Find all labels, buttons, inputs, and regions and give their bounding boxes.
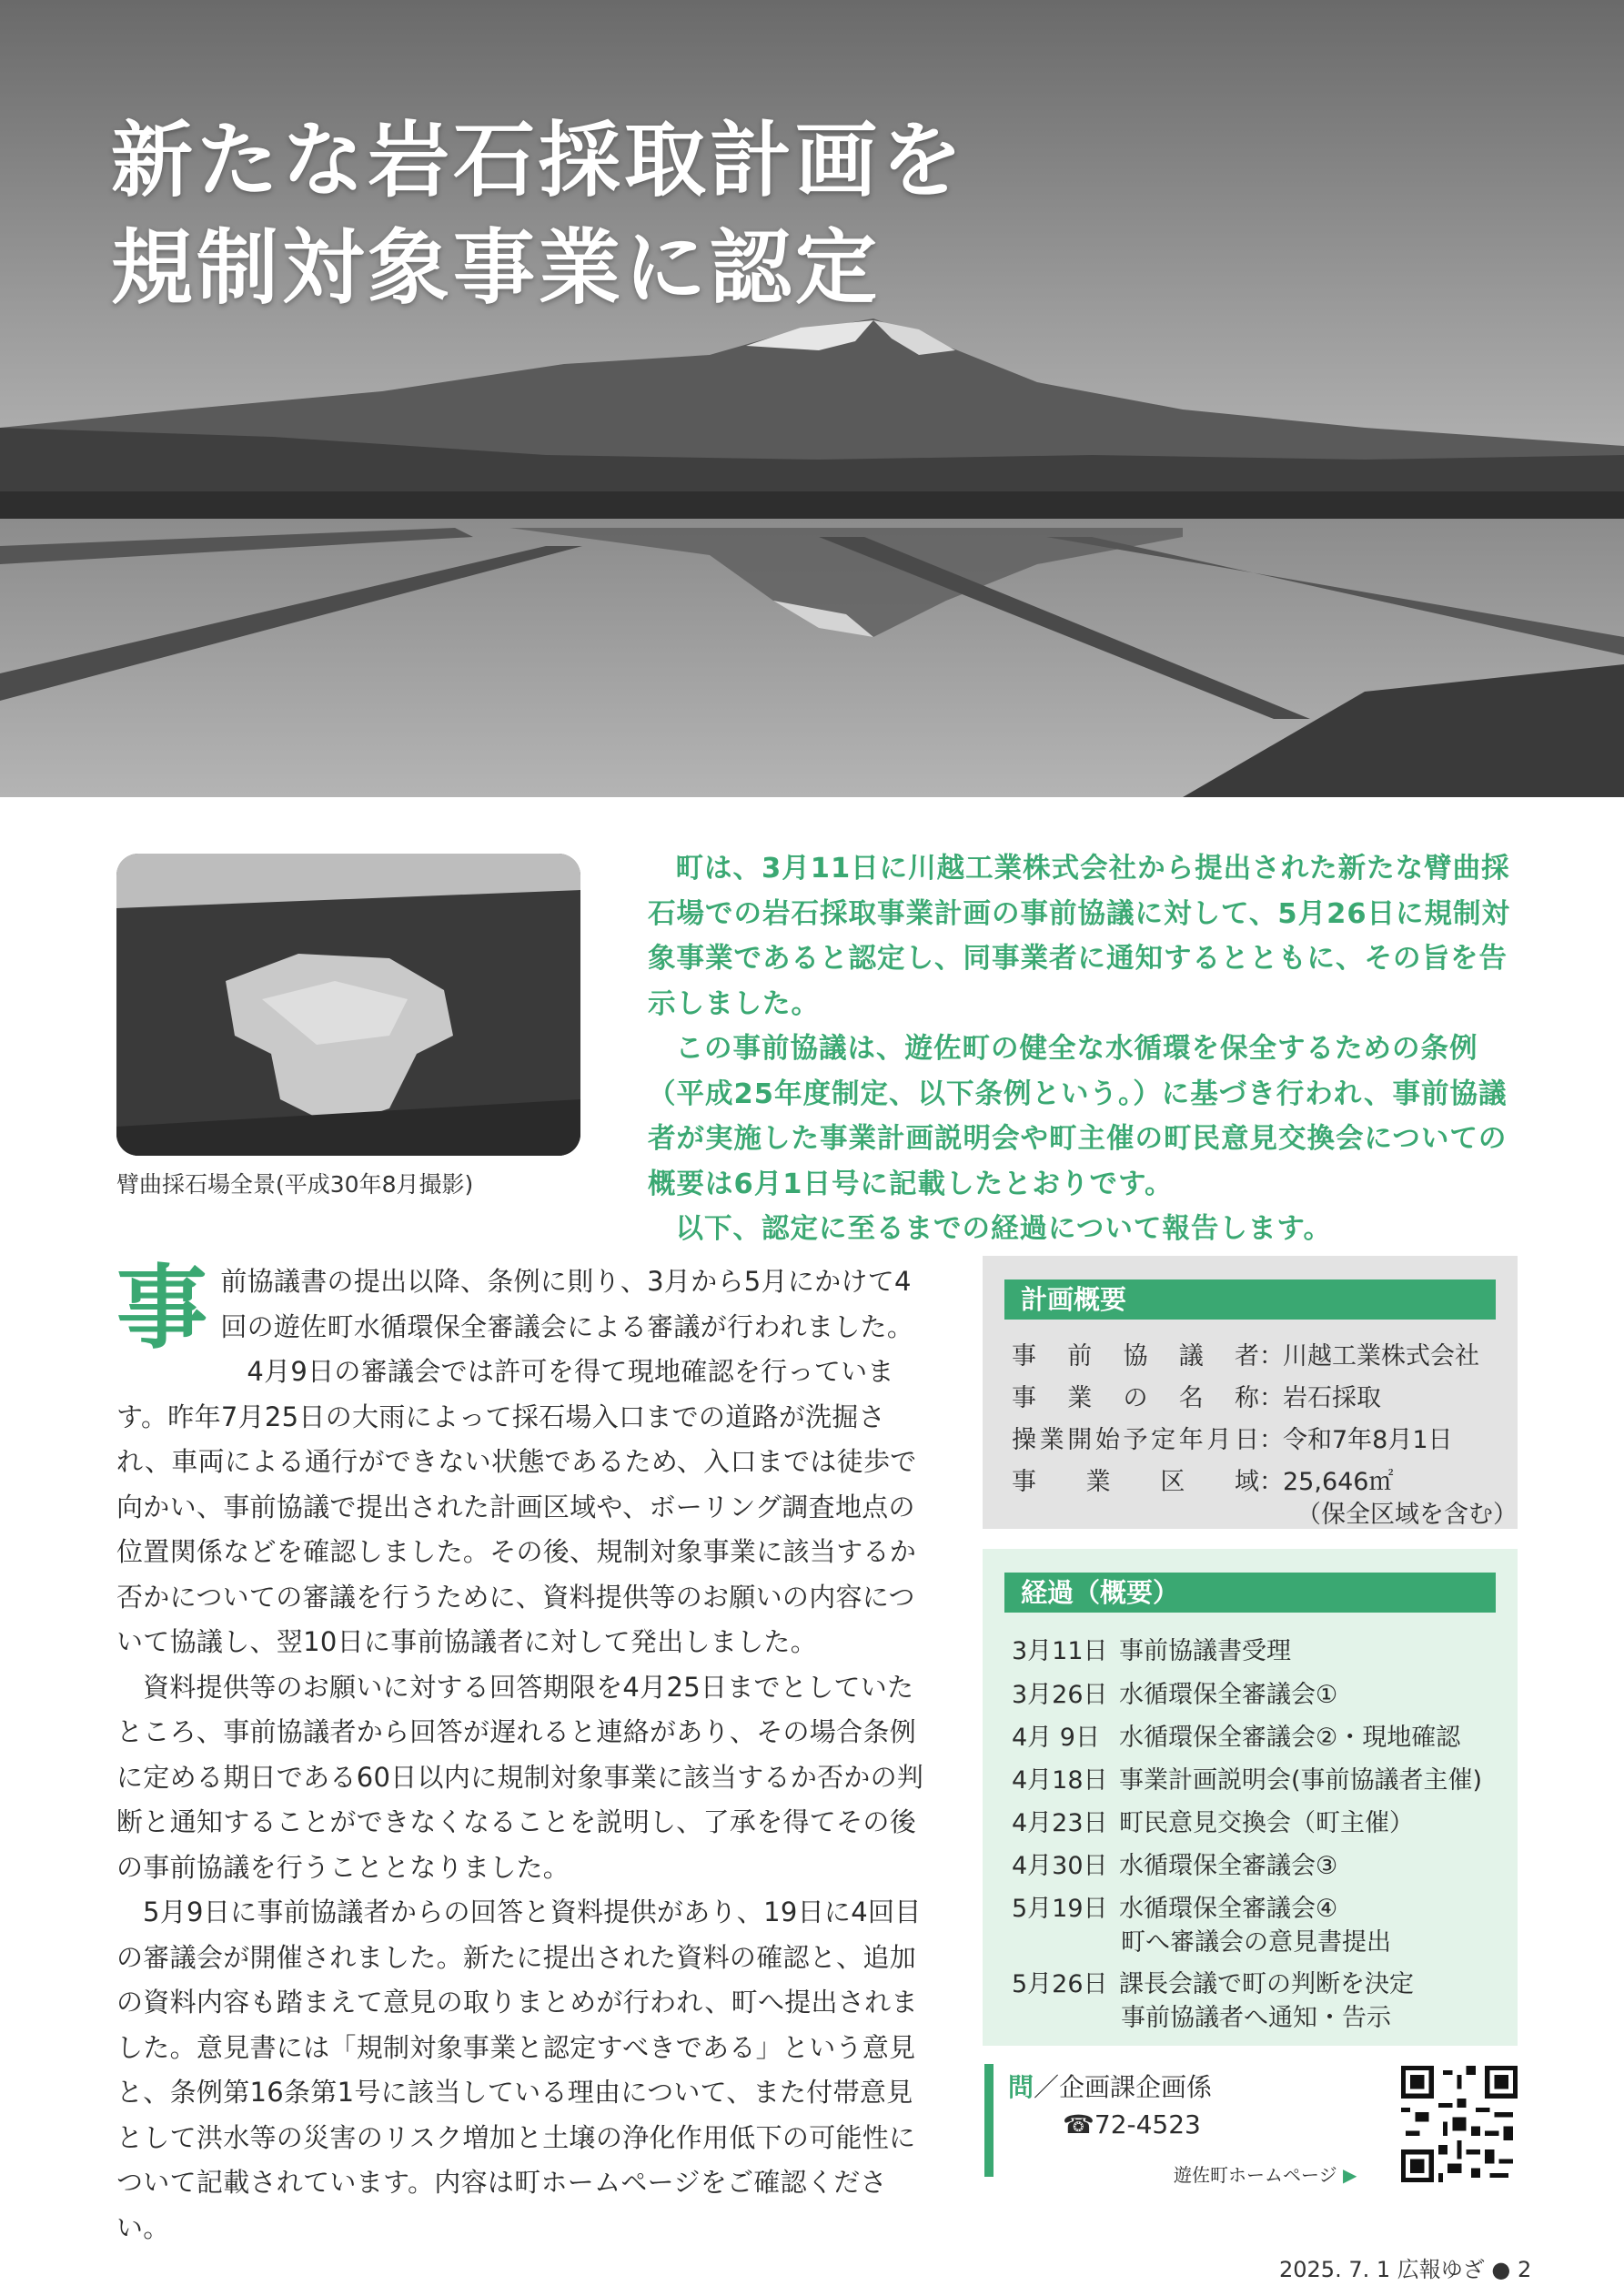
plan-row — [1012, 1336, 1479, 1371]
history-subtext: 事前協議者へ通知・告示 — [1121, 2004, 1391, 2032]
history-item — [1012, 1717, 1460, 1753]
page-footer: 2025. 7. 1 広報ゆざ ● 2 — [1279, 2257, 1532, 2282]
plan-colon: ： — [1259, 1342, 1284, 1371]
plan-note: （保全区域を含む） — [1296, 1501, 1518, 1529]
history-date: 4月 9日 — [1012, 1724, 1100, 1752]
history-text: 水循環保全審議会① — [1119, 1681, 1338, 1709]
homepage-link[interactable] — [1174, 2160, 1357, 2187]
history-item — [1012, 1888, 1337, 1924]
history-text: 水循環保全審議会④ — [1119, 1895, 1338, 1923]
plan-row — [1012, 1378, 1381, 1413]
plan-value: 令和7年8月1日 — [1283, 1426, 1453, 1454]
history-date: 3月11日 — [1012, 1637, 1108, 1665]
plan-colon: ： — [1259, 1426, 1284, 1454]
body-paragraph — [116, 1255, 932, 1361]
history-box — [983, 1549, 1518, 2046]
plan-label: 事業の名称 — [1012, 1384, 1259, 1412]
lead-paragraph: 以下、認定に至るまでの経過について報告します。 — [675, 1213, 1332, 1245]
history-text: 事業計画説明会(事前協議者主催) — [1119, 1766, 1483, 1795]
history-item — [1012, 1631, 1291, 1666]
plan-row — [1012, 1420, 1453, 1455]
plan-value: 岩石採取 — [1283, 1384, 1381, 1412]
homepage-label: 遊佐町ホームページ — [1174, 2164, 1337, 2186]
body-paragraph: 資料提供等のお願いに対する回答期限を4月25日までとしていたところ、事前協議者から回答が遅れると連絡があり、その場合条例に定める期日である60日以内に規制対象事業に該当するか否かの判断と通知することができなくなることを説明し、了承を得てその後の事前協議を行うこととなりました。 — [116, 1671, 924, 1883]
drop-cap: 事 — [116, 1255, 208, 1361]
title-line-2: 規制対象事業に認定 — [111, 220, 881, 316]
history-date: 4月23日 — [1012, 1809, 1108, 1837]
history-date: 4月18日 — [1012, 1766, 1108, 1795]
contact-dept-text: ／企画課企画係 — [1034, 2072, 1213, 2102]
plan-value: 川越工業株式会社 — [1283, 1342, 1479, 1371]
history-text: 水循環保全審議会③ — [1119, 1852, 1338, 1880]
plan-summary-box — [983, 1256, 1518, 1529]
plan-label: 事前協議者 — [1012, 1342, 1259, 1371]
history-item — [1012, 1964, 1414, 1999]
plan-row — [1012, 1462, 1393, 1497]
history-item — [1012, 1760, 1482, 1795]
contact-phone: ☎72-4523 — [1063, 2109, 1201, 2139]
plan-label: 事業区域 — [1012, 1468, 1259, 1496]
history-date: 3月26日 — [1012, 1681, 1108, 1709]
inquiry-mark: 問 — [1008, 2072, 1034, 2102]
lead-paragraph: この事前協議は、遊佐町の健全な水循環を保全するための条例（平成25年度制定、以下条例という。）に基づき行われ、事前協議者が実施した事業計画説明会や町主催の町民意見交換会についての概要は6月1日号に記載したとおりです。 — [648, 1033, 1508, 1200]
title-line-1: 新たな岩石採取計画を — [111, 113, 966, 208]
plan-label: 操業開始予定年月日 — [1012, 1426, 1259, 1454]
history-text: 町民意見交換会（町主催） — [1119, 1809, 1414, 1837]
contact-accent-bar — [984, 2064, 994, 2177]
body-paragraph: 5月9日に事前協議者からの回答と資料提供があり、19日に4回目の審議会が開催されました。新たに提出された資料の確認と、追加の資料内容も踏まえて意見の取りまとめが行われ、町へ提出されました。意見書には「規制対象事業と認定すべきである」という意見と、条例第16条第1号に該当している理由について、また付帯意見として洪水等の災害のリスク増加と土壌の浄化作用低下の可能性について記載されています。内容は町ホームページをご確認ください。 — [116, 1896, 922, 2243]
hero-banner — [0, 0, 1624, 797]
lead-paragraph: 町は、3月11日に川越工業株式会社から提出された新たな臂曲採石場での岩石採取事業計画の事前協議に対して、5月26日に規制対象事業であると認定し、同事業者に通知するとともに、その旨を告示しました。 — [648, 853, 1511, 1020]
plan-value: 25,646㎡ — [1283, 1468, 1394, 1496]
contact-department — [1008, 2068, 1212, 2104]
arrow-right-icon: ▶ — [1342, 2164, 1357, 2186]
body-paragraph: 4月9日の審議会では許可を得て現地確認を行っています。昨年7月25日の大雨によって採石場入口までの道路が洗掘され、車両による通行ができない状態であるため、入口までは徒歩で向かい、事前協議で提出された計画区域や、ボーリング調査地点の位置関係などを確認しました。その後、規制対象事業に該当するか否かについての審議を行うために、資料提供等のお願いの内容について協議し、翌10日に事前協議者に対して発出しました。 — [116, 1356, 917, 1657]
plan-colon: ： — [1259, 1384, 1284, 1412]
plan-heading: 計画概要 — [1004, 1279, 1496, 1320]
history-item — [1012, 1674, 1337, 1710]
quarry-photo — [116, 854, 580, 1156]
plan-colon: ： — [1259, 1468, 1284, 1496]
history-date: 4月30日 — [1012, 1852, 1108, 1880]
history-text: 課長会議で町の判断を決定 — [1119, 1970, 1414, 1998]
body-first-text: 前協議書の提出以降、条例に則り、3月から5月にかけて4回の遊佐町水循環保全審議会による審議が行われました。 — [220, 1266, 914, 1342]
history-text: 事前協議書受理 — [1119, 1637, 1291, 1665]
photo-caption: 臂曲採石場全景(平成30年8月撮影) — [116, 1171, 474, 1198]
history-date: 5月26日 — [1012, 1970, 1108, 1998]
qr-code-icon[interactable] — [1401, 2066, 1518, 2182]
history-date: 5月19日 — [1012, 1895, 1108, 1923]
lead-text — [648, 846, 1521, 1252]
article-body — [116, 1255, 932, 2250]
history-subtext: 町へ審議会の意見書提出 — [1121, 1928, 1391, 1957]
history-text: 水循環保全審議会②・現地確認 — [1119, 1724, 1461, 1752]
history-heading: 経過（概要） — [1004, 1573, 1496, 1613]
history-item — [1012, 1846, 1337, 1881]
history-item — [1012, 1803, 1414, 1838]
page-title — [111, 107, 966, 322]
